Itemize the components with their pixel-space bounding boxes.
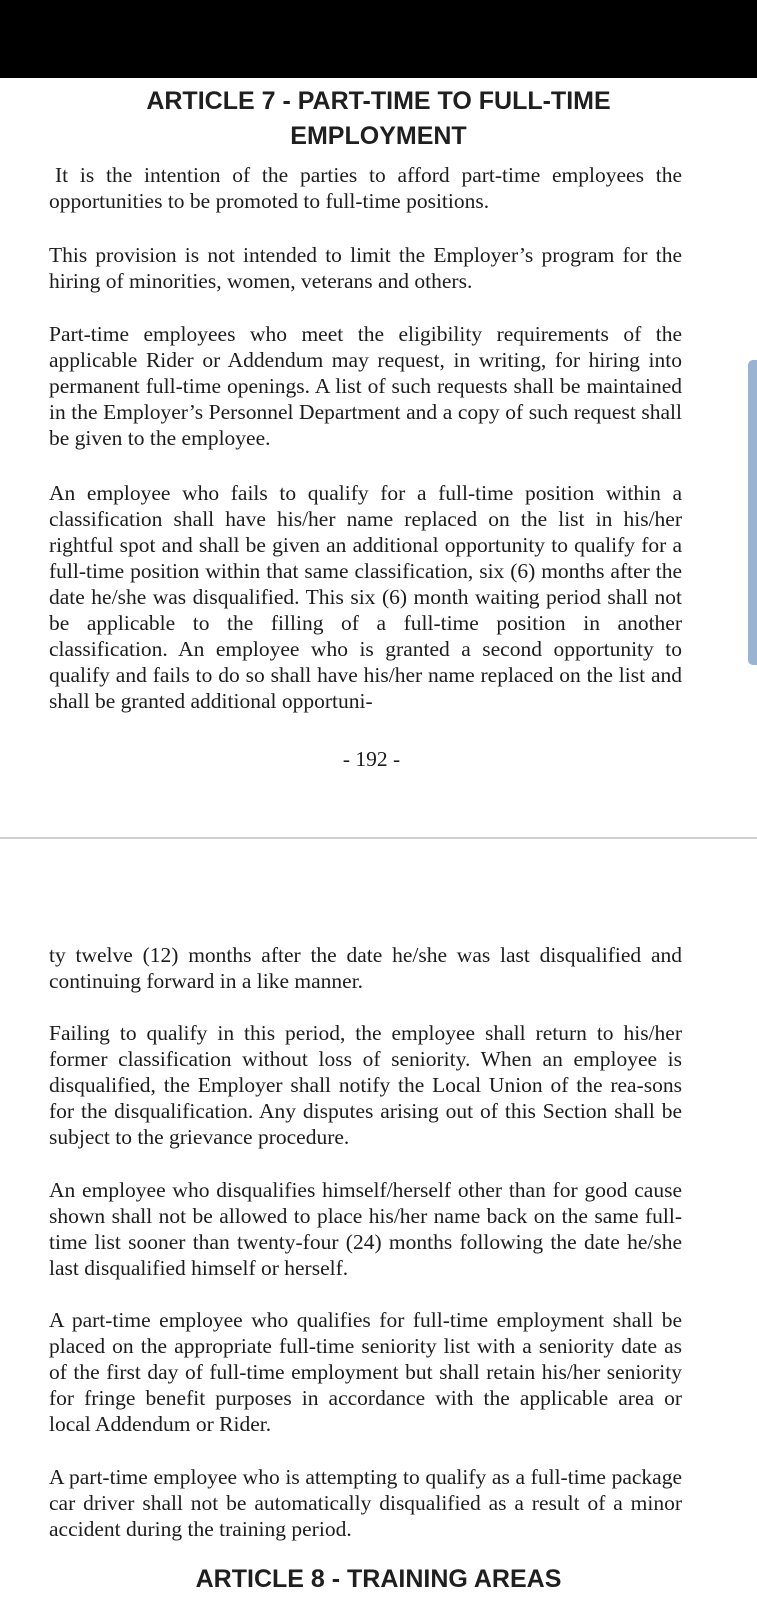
paragraph-seniority: A part-time employee who qualifies for full-time employment shall be placed on the appropriate full-time seniority list with a seniority date as of the first day of full-time employment but shall retain his/her seniority for fringe benefit purposes in accordance with the applicable area or local Addendum or Rider.: [49, 1308, 682, 1436]
paragraph-provision: This provision is not intended to limit the Employer’s program for the hiring of minorities, women, veterans and others.: [49, 243, 682, 293]
article-7-heading: ARTICLE 7 - PART-TIME TO FULL-TIME EMPLOYMENT: [146, 87, 611, 150]
page-number: - 192 -: [342, 747, 401, 771]
paragraph-disqualification: An employee who fails to qualify for a full-time position within a classification shall have his/her name replaced on the list in his/her rightful spot and shall be given an additional opportunity to qualify for a full-time position within that same classification, six (6) months after the date he/she was disqualified. This six (6) month waiting period shall not be applicable to the filling of a full-time position in another classification. An employee who is granted a second opportunity to qualify and fails to do so shall have his/her name replaced on the list and shall be granted additional opportuni-: [49, 481, 682, 713]
paragraph-continuation: ty twelve (12) months after the date he/she was last disqualified and continuing forward in a like manner.: [49, 943, 682, 993]
status-bar: [0, 0, 757, 78]
article-8-heading: ARTICLE 8 - TRAINING AREAS: [195, 1565, 562, 1593]
paragraph-self-disqualification: An employee who disqualifies himself/herself other than for good cause shown shall not be allowed to place his/her name back on the same full-time list sooner than twenty-four (24) months following the date he/she last disqualified himself or herself.: [49, 1178, 682, 1280]
document-page-192: [0, 78, 757, 838]
paragraph-package-car-driver: A part-time employee who is attempting to qualify as a full-time package car driver shall not be automatically disqualified as a result of a minor accident during the training period.: [49, 1465, 682, 1541]
scroll-handle[interactable]: [748, 360, 757, 665]
page-divider: [0, 837, 757, 839]
document-page-193: [0, 840, 757, 1600]
paragraph-intention: It is the intention of the parties to afford part-time employees the opportunities to be promoted to full-time positions.: [49, 163, 682, 213]
paragraph-eligibility: Part-time employees who meet the eligibility requirements of the applicable Rider or Addendum may request, in writing, for hiring into permanent full-time openings. A list of such requests shall be maintained in the Employer’s Personnel Department and a copy of such request shall be given to the employee.: [49, 322, 682, 450]
paragraph-failing-to-qualify: Failing to qualify in this period, the employee shall return to his/her former classification without loss of seniority. When an employee is disqualified, the Employer shall notify the Local Union of the rea-sons for the disqualification. Any disputes arising out of this Section shall be subject to the grievance procedure.: [49, 1021, 682, 1149]
